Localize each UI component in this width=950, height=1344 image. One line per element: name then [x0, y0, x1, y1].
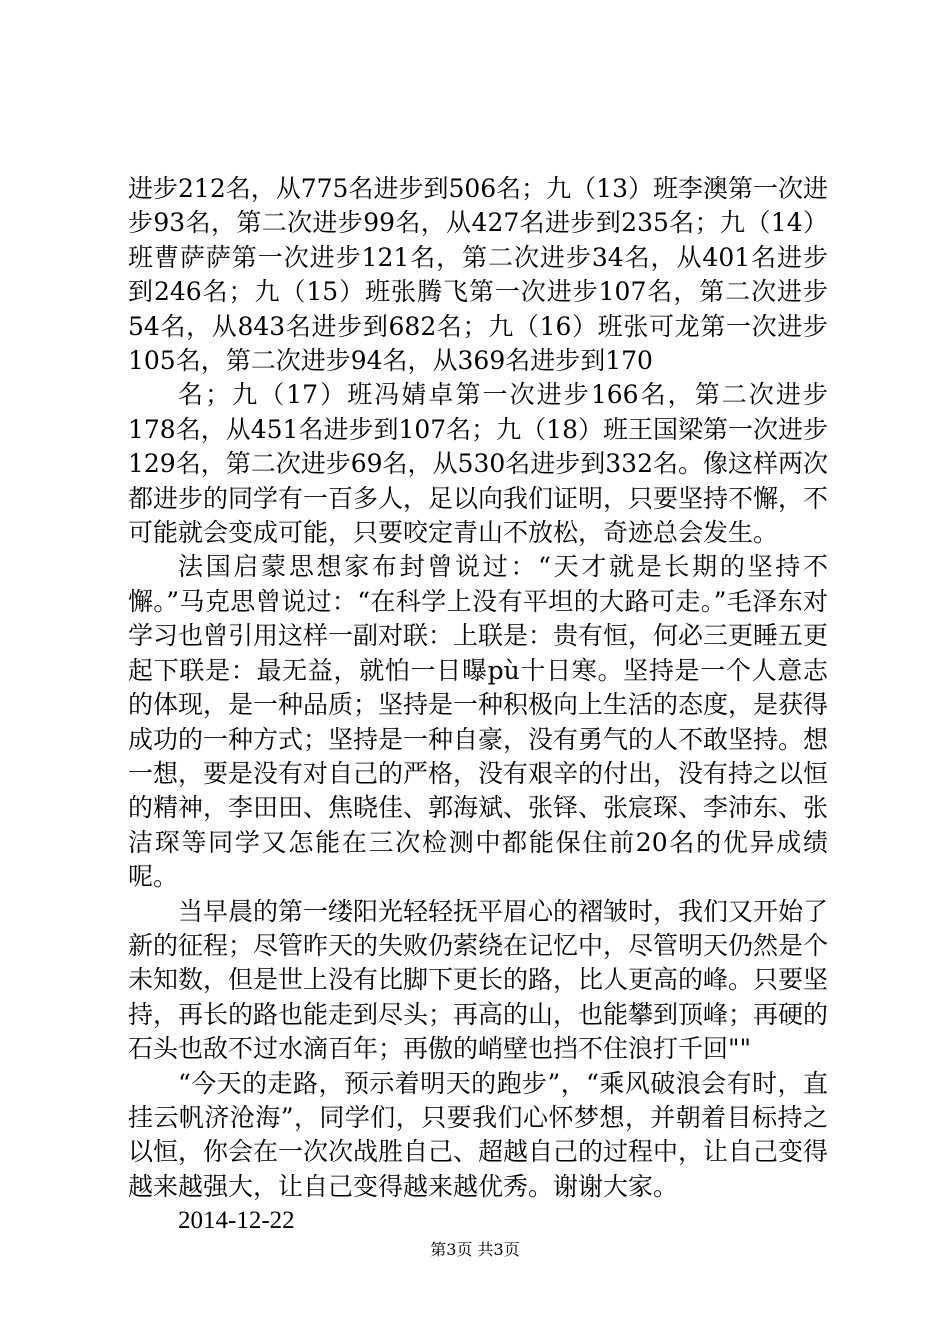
page-number-label: 第3页 共3页 [430, 1240, 520, 1259]
paragraph-progress-list: 名；九（17）班冯婧卓第一次进步166名，第二次进步178名，从451名进步到107名；九（18）班王国梁第一次进步129名，第二次进步69名，从530名进步到332名。像这样两次都进步的同学有一百多人，足以向我们证明，只要坚持不懈，不可能就会变成可能，只要咬定青山不放松，奇迹总会发生。 [128, 380, 829, 548]
paragraph-continued: 进步212名，从775名进步到506名；九（13）班李澳第一次进步93名，第二次进步99名，从427名进步到235名；九（14）班曹萨萨第一次进步121名，第二次进步34名，从401名进步到246名；九（15）班张腾飞第一次进步107名，第二次进步54名，从843名进步到682名；九（16）班张可龙第一次进步105名，第二次进步94名，从369名进步到170 [128, 174, 828, 376]
paragraph-new-journey: 当早晨的第一缕阳光轻轻抚平眉心的褶皱时，我们又开始了新的征程；尽管昨天的失败仍萦绕在记忆中，尽管明天仍然是个未知数，但是世上没有比脚下更长的路，比人更高的峰。只要坚持，再长的路也能走到尽头；再高的山，也能攀到顶峰；再硬的石头也敌不过水滴百年；再傲的峭壁也挡不住浪打千回"" [128, 896, 829, 1064]
paragraph-persistence-quotes: 法国启蒙思想家布封曾说过：“天才就是长期的坚持不懈。”马克思曾说过：“在科学上没有平坦的大路可走。”毛泽东对学习也曾引用这样一副对联：上联是：贵有恒，何必三更睡五更起下联是：最无益，就怕一日曝pù十日寒。坚持是一个人意志的体现，是一种品质；坚持是一种积极向上生活的态度，是获得成功的一种方式；坚持是一种自豪，没有勇气的人不敢坚持。想一想，要是没有对自己的严格，没有艰辛的付出，没有持之以恒的精神，李田田、焦晓佳、郭海斌、张铎、张宸琛、李沛东、张洁琛等同学又怎能在三次检测中都能保住前20名的优异成绩呢。 [128, 552, 829, 892]
page-footer [0, 1240, 950, 1260]
document-body [128, 172, 828, 1239]
paragraph-closing: “今天的走路，预示着明天的跑步”，“乘风破浪会有时，直挂云帆济沧海”，同学们，只要我们心怀梦想，并朝着目标持之以恒，你会在一次次战胜自己、超越自己的过程中，让自己变得越来越强大，让自己变得越来越优秀。谢谢大家。 [128, 1068, 829, 1201]
document-date: 2014-12-22 [178, 1207, 295, 1235]
